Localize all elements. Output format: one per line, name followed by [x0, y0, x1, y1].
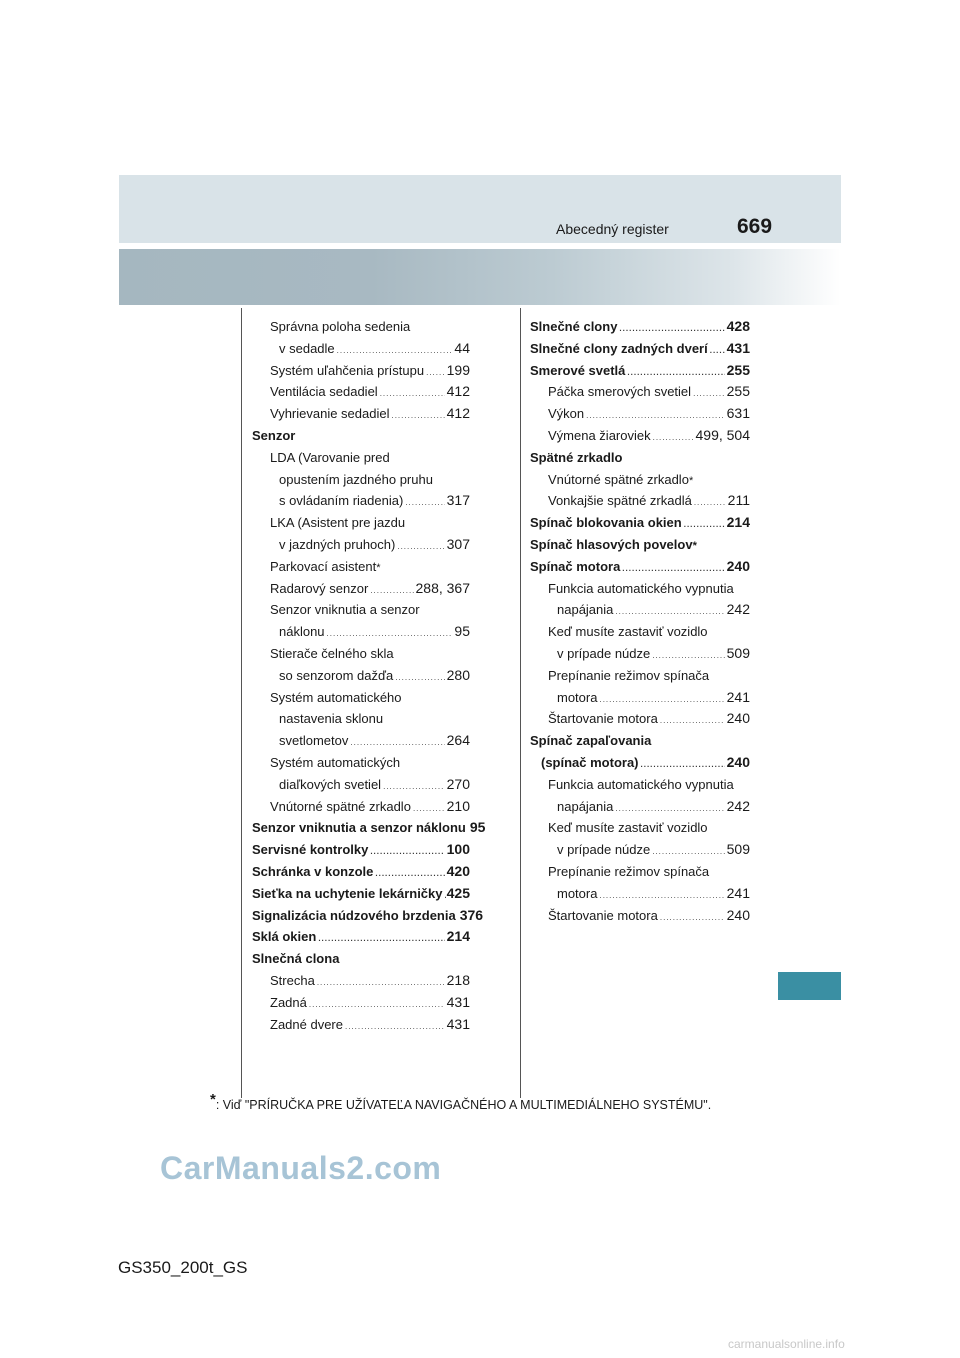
entry-text: Spätné zrkadlo — [530, 449, 623, 465]
index-entry[interactable] — [530, 817, 750, 839]
page-ref[interactable]: 240 — [726, 753, 750, 770]
index-entry[interactable] — [252, 621, 470, 643]
index-entry[interactable] — [252, 861, 470, 883]
dot-leader — [615, 601, 724, 623]
index-entry[interactable] — [252, 774, 470, 796]
entry-text: Vnútorné spätné zrkadlo — [548, 471, 689, 487]
index-column-2 — [530, 316, 750, 926]
entry-text: LKA (Asistent pre jazdu — [270, 515, 406, 531]
page-number: 669 — [737, 215, 773, 238]
dot-leader — [337, 340, 453, 362]
dot-leader — [653, 427, 694, 449]
index-entry[interactable] — [252, 752, 470, 774]
index-entry[interactable] — [252, 643, 470, 665]
entry-text: Vnútorné spätné zrkadlo — [270, 798, 411, 814]
index-entry[interactable] — [252, 1014, 470, 1036]
dot-leader — [370, 841, 444, 863]
entry-text: Slnečné clony — [530, 319, 618, 334]
page-ref[interactable]: 317 — [446, 492, 470, 509]
page-ref[interactable]: 270 — [446, 775, 470, 792]
index-entry[interactable] — [530, 403, 750, 425]
dot-leader — [350, 732, 444, 754]
dot-leader — [684, 514, 725, 536]
entry-text: Systém uľahčenia prístupu — [270, 362, 425, 378]
entry-text: Slnečná clona — [252, 951, 340, 967]
page-ref[interactable]: 307 — [446, 535, 470, 552]
page-ref[interactable]: 241 — [726, 688, 750, 705]
watermark-carmanualsonline[interactable]: carmanualsonline.info — [728, 1337, 845, 1351]
index-entry[interactable] — [530, 425, 750, 447]
page-ref[interactable]: 280 — [446, 666, 470, 683]
index-entry[interactable] — [252, 469, 470, 491]
entry-text: svetlometov — [279, 733, 349, 749]
page-ref[interactable]: 431 — [446, 993, 470, 1010]
entry-text: (spínač motora) — [541, 754, 639, 770]
dot-leader — [599, 689, 724, 711]
entry-text: Štartovanie motora — [548, 711, 658, 727]
dot-leader — [413, 798, 445, 820]
entry-text: Keď musíte zastaviť vozidlo — [548, 624, 708, 640]
index-entry[interactable] — [252, 599, 470, 621]
dot-leader — [652, 645, 724, 667]
entry-text: Senzor vniknutia a senzor náklonu — [252, 820, 466, 836]
entry-text: Spínač motora — [530, 558, 621, 574]
index-entry[interactable] — [530, 578, 750, 600]
index-entry[interactable] — [252, 817, 486, 839]
entry-text: v prípade núdze — [557, 842, 651, 858]
page-ref[interactable]: 240 — [726, 906, 750, 923]
dot-leader — [317, 972, 445, 994]
entry-text: Spínač blokovania okien — [530, 515, 682, 531]
index-entry[interactable] — [252, 512, 470, 534]
dot-leader — [599, 885, 724, 907]
index-entry[interactable]: Spínač hlasových povelov * — [530, 534, 750, 556]
page-ref[interactable]: 420 — [446, 862, 470, 879]
entry-text: Sieťka na uchytenie lekárničky — [252, 885, 443, 901]
index-entry[interactable] — [530, 708, 750, 730]
page-ref[interactable]: 264 — [446, 732, 470, 749]
watermark-carmanuals2[interactable]: CarManuals2.com — [160, 1150, 442, 1186]
index-entry[interactable] — [530, 360, 750, 382]
entry-text: napájania — [557, 798, 614, 814]
dot-leader — [641, 754, 725, 776]
entry-text: Senzor vniknutia a senzor — [270, 602, 420, 618]
dot-leader — [318, 928, 444, 950]
index-entry[interactable] — [530, 883, 750, 905]
gradient-band — [119, 249, 841, 305]
index-entry[interactable] — [530, 774, 750, 796]
index-entry[interactable] — [252, 839, 470, 861]
dot-leader — [586, 405, 725, 427]
entry-text: diaľkových svetiel — [279, 776, 382, 792]
page-ref[interactable]: 214 — [726, 514, 750, 531]
page-ref[interactable]: 211 — [727, 492, 750, 509]
entry-text: opustením jazdného pruhu — [279, 471, 433, 487]
page-ref[interactable]: 509 — [726, 644, 750, 661]
page-ref[interactable]: 412 — [446, 405, 470, 422]
index-entry[interactable] — [252, 578, 470, 600]
index-entry[interactable] — [252, 796, 470, 818]
page-ref[interactable]: 210 — [446, 797, 470, 814]
dot-leader — [397, 536, 444, 558]
index-entry[interactable] — [530, 861, 750, 883]
entry-text: Prepínanie režimov spínača — [548, 863, 710, 879]
dot-leader — [426, 362, 445, 384]
page-title: Abecedný register — [556, 221, 669, 237]
index-entry[interactable] — [252, 316, 470, 338]
index-entry[interactable] — [530, 687, 750, 709]
entry-text: Spínač hlasových povelov — [530, 536, 693, 552]
entry-text: motora — [557, 885, 598, 901]
entry-text: Schránka v konzole — [252, 863, 374, 879]
entry-text: nastavenia sklonu — [279, 711, 384, 727]
index-entry[interactable] — [252, 905, 484, 927]
entry-text: náklonu — [279, 624, 325, 640]
page-ref[interactable]: 199 — [446, 361, 470, 378]
index-entry[interactable] — [252, 992, 470, 1014]
dot-leader — [694, 492, 726, 514]
page-ref[interactable]: 431 — [726, 339, 750, 356]
index-entry[interactable]: Vnútorné spätné zrkadlo * — [530, 469, 750, 491]
footnote-star: * — [210, 1090, 216, 1108]
index-entry[interactable] — [530, 512, 750, 534]
entry-text: Keď musíte zastaviť vozidlo — [548, 820, 708, 836]
page-ref[interactable]: 431 — [446, 1015, 470, 1032]
dot-leader — [619, 318, 724, 340]
entry-text: Štartovanie motora — [548, 907, 658, 923]
entry-text: Senzor — [252, 427, 296, 443]
dot-leader — [380, 383, 445, 405]
section-tab — [778, 972, 841, 1000]
dot-leader — [710, 340, 725, 362]
dot-leader — [660, 710, 725, 732]
index-entry[interactable]: Parkovací asistent * — [252, 556, 470, 578]
page-ref[interactable]: 240 — [726, 557, 750, 574]
entry-text: Vyhrievanie sedadiel — [270, 406, 390, 422]
entry-text: s ovládaním riadenia) — [279, 493, 404, 509]
dot-leader — [383, 776, 445, 798]
page-ref[interactable]: 255 — [726, 361, 750, 378]
index-entry[interactable] — [252, 403, 470, 425]
index-entry[interactable] — [252, 883, 470, 905]
dot-leader — [370, 580, 413, 602]
page-ref[interactable]: 242 — [726, 601, 750, 618]
entry-text: Správna poloha sedenia — [270, 319, 411, 334]
dot-leader — [627, 362, 724, 384]
index-entry[interactable] — [530, 599, 750, 621]
dot-leader — [660, 907, 725, 929]
dot-leader — [375, 863, 444, 885]
entry-text: so senzorom dažďa — [279, 667, 394, 683]
column-divider-left — [241, 308, 242, 1098]
entry-text: Signalizácia núdzového brzdenia — [252, 907, 456, 923]
dot-leader — [309, 994, 445, 1016]
index-entry[interactable] — [252, 730, 470, 752]
index-entry[interactable] — [530, 338, 750, 360]
index-entry[interactable] — [252, 381, 470, 403]
entry-text: Slnečné clony zadných dverí — [530, 340, 708, 356]
page-ref[interactable]: 425 — [446, 884, 470, 901]
page-ref[interactable]: 499, 504 — [695, 426, 750, 443]
entry-text: Páčka smerových svetiel — [548, 384, 692, 400]
entry-text: v sedadle — [279, 340, 335, 356]
entry-text: Radarový senzor — [270, 580, 369, 596]
page-ref[interactable]: 428 — [726, 318, 750, 334]
index-entry[interactable] — [530, 839, 750, 861]
index-entry[interactable] — [252, 447, 470, 469]
index-entry[interactable] — [530, 752, 750, 774]
footnote — [210, 1090, 712, 1112]
index-entry[interactable] — [530, 316, 750, 338]
page-ref[interactable]: 509 — [726, 841, 750, 858]
page-ref[interactable]: 44 — [454, 339, 470, 356]
index-entry[interactable] — [252, 338, 470, 360]
dot-leader — [693, 383, 725, 405]
dot-leader — [345, 1016, 445, 1038]
page-ref[interactable]: 240 — [726, 710, 750, 727]
index-entry[interactable] — [252, 425, 470, 447]
entry-text: v jazdných pruhoch) — [279, 536, 396, 552]
index-column-1 — [252, 316, 486, 1035]
entry-text: Ventilácia sedadiel — [270, 384, 378, 400]
page-ref[interactable]: 95 — [469, 819, 486, 836]
index-entry[interactable] — [252, 490, 470, 512]
entry-text: Funkcia automatického vypnutia — [548, 776, 734, 792]
index-entry[interactable] — [530, 556, 750, 578]
entry-text: Sklá okien — [252, 929, 317, 945]
entry-text: Smerové svetlá — [530, 362, 626, 378]
entry-text: Zadné dvere — [270, 1016, 343, 1032]
index-entry[interactable] — [252, 687, 470, 709]
index-entry[interactable] — [530, 643, 750, 665]
entry-text: Spínač zapaľovania — [530, 733, 652, 749]
index-entry[interactable] — [530, 905, 750, 927]
entry-text: Systém automatických — [270, 754, 401, 770]
page-ref[interactable]: 242 — [726, 797, 750, 814]
entry-text: Servisné kontrolky — [252, 842, 369, 858]
page-ref[interactable]: 95 — [454, 623, 470, 640]
entry-text: Výkon — [548, 406, 585, 422]
column-divider-middle — [520, 308, 521, 1098]
entry-text: Výmena žiaroviek — [548, 427, 651, 443]
index-entry[interactable] — [530, 621, 750, 643]
index-entry[interactable] — [252, 665, 470, 687]
page-ref[interactable]: 100 — [446, 841, 470, 858]
footnote-text: : Viď "PRÍRUČKA PRE UŽÍVATEĽA NAVIGAČNÉHO A MULTIMEDIÁLNEHO SYSTÉMU". — [215, 1098, 712, 1112]
index-entry[interactable] — [252, 970, 470, 992]
entry-text: motora — [557, 689, 598, 705]
page-ref[interactable]: 412 — [446, 383, 470, 400]
index-entry[interactable] — [530, 381, 750, 403]
entry-text: Zadná — [270, 994, 307, 1010]
index-entry[interactable] — [530, 447, 750, 469]
entry-text: Strecha — [270, 972, 315, 988]
page-ref[interactable]: 218 — [446, 971, 470, 988]
index-entry[interactable] — [252, 360, 470, 382]
entry-text: Parkovací asistent — [270, 558, 377, 574]
entry-text: Systém automatického — [270, 689, 402, 705]
dot-leader — [615, 798, 724, 820]
dot-leader — [405, 492, 444, 514]
index-entry[interactable] — [252, 926, 470, 948]
index-entry[interactable] — [530, 796, 750, 818]
page-ref[interactable]: 241 — [726, 884, 750, 901]
model-code: GS350_200t_GS — [118, 1258, 248, 1277]
page-ref[interactable]: 255 — [726, 383, 750, 400]
entry-text: Funkcia automatického vypnutia — [548, 580, 734, 596]
entry-text: LDA (Varovanie pred — [270, 449, 390, 465]
dot-leader — [327, 623, 453, 645]
dot-leader — [652, 841, 724, 863]
header-band — [119, 175, 841, 243]
entry-text: napájania — [557, 602, 614, 618]
index-entry[interactable] — [530, 665, 750, 687]
entry-text: Vonkajšie spätné zrkadlá — [548, 493, 692, 509]
index-entry[interactable] — [252, 534, 470, 556]
page-ref[interactable]: 631 — [726, 405, 750, 422]
entry-text: Stierače čelného skla — [270, 645, 394, 661]
index-entry[interactable] — [252, 948, 470, 970]
page-ref[interactable]: 376 — [459, 906, 484, 923]
index-entry[interactable] — [530, 730, 750, 752]
dot-leader — [622, 558, 724, 580]
index-entry[interactable] — [530, 490, 750, 512]
page-ref[interactable]: 288, 367 — [415, 579, 470, 596]
index-entry[interactable] — [252, 708, 470, 730]
dot-leader — [391, 405, 444, 427]
page-ref[interactable]: 214 — [446, 928, 470, 945]
entry-text: v prípade núdze — [557, 645, 651, 661]
dot-leader — [395, 667, 444, 689]
entry-text: Prepínanie režimov spínača — [548, 667, 710, 683]
